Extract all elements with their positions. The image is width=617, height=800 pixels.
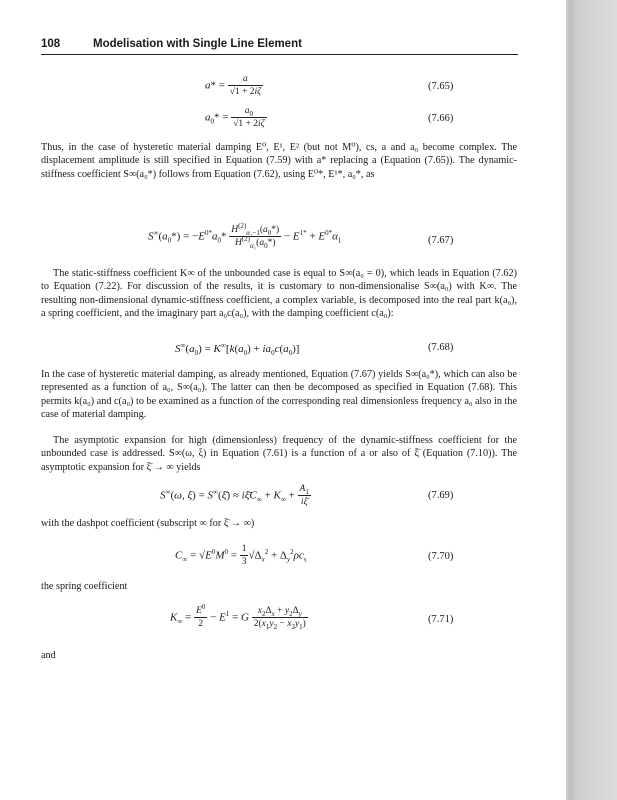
paragraph bbox=[41, 141, 517, 181]
equation-number: (7.70) bbox=[428, 551, 454, 562]
equation-number: (7.65) bbox=[428, 81, 454, 92]
running-header bbox=[41, 38, 541, 50]
paragraph-text: The asymptotic expansion for high (dimensionless) frequency of the dynamic-stiffness coefficient for the unbounded case is addressed. S∞(ω, ξ) in Equation (7.61) is a function of a or also of ξ̄ (Equation (7.10)). The asymptotic expansion for ξ̄ → ∞ yields bbox=[41, 435, 517, 473]
paragraph bbox=[41, 267, 517, 320]
line-text: the spring coefficient bbox=[41, 581, 128, 592]
equation-7-65: a* = $\frac{a}{√1 + 2i\zeta}$ bbox=[205, 74, 262, 97]
page-number: 108 bbox=[41, 38, 61, 50]
equation-7-66: $a_0*$ = $\frac{a_0}{√1 + 2i\zeta}$ bbox=[205, 106, 265, 129]
equation-number: (7.71) bbox=[428, 614, 454, 625]
equation-7-71: $K_\infty$ = $\frac{E^0}{2}$ − $E^1 = G$ $\frac{x_2\Delta_x + y_2\Delta_y}{2(x_1y_2 - x_2y_1)}$ bbox=[170, 602, 306, 631]
line-text: with the dashpot coefficient (subscript ∞ for ξ̄ → ∞) bbox=[41, 518, 255, 529]
paragraph bbox=[41, 368, 517, 421]
equation-number: (7.69) bbox=[428, 490, 454, 501]
header-rule bbox=[41, 54, 518, 55]
line-text: and bbox=[41, 650, 56, 661]
paragraph-text: Thus, in the case of hysteretic material damping E⁰, E¹, E² (but not M⁰), cs, a and a₀ become complex. The displacement amplitude is still specified in Equation (7.59) with a* replacing a (Equation (7.65)). The dynamic-stiffness coefficient S∞(a₀*) follows from Equation (7.62), using E⁰*, E¹*, a₀*, as bbox=[41, 142, 517, 180]
equation-7-68: $S^\infty(a_0) = K^\infty[k(a_0) + ia_0c(a_0)]$ bbox=[175, 341, 300, 358]
equation-7-69: S∞(ω, ξ) = S∞(ξ̄) ≈ $i\xīC_\infty + K_\infty$ + $\frac{A_1}{i\xī}$ bbox=[160, 484, 309, 507]
equation-number: (7.66) bbox=[428, 113, 454, 124]
equation-7-67: $S^\infty(a_0*) = -E^{0*}a_0*$ $\frac{H^{(2)}_{\alpha_1-1}(a_0*)}{H^{(2)}_{\alpha_1}(a_0*)}$ − $E^{1*} + E^{0*}\alpha_1$ bbox=[148, 221, 342, 250]
paragraph-text: The static-stiffness coefficient K∞ of the unbounded case is equal to S∞(a₀ = 0), which leads in Equation (7.62) to Equation (7.22). For discussion of the results, it is customary to non-dimensionalise S∞(a₀) with K∞. The resulting non-dimensional dynamic-stiffness coefficient, a complex variable, is decomposed into the real part k(a₀), a spring coefficient, and the imaginary part a₀c(a₀), with the damping coefficient c(a₀): bbox=[41, 268, 517, 319]
equation-number: (7.67) bbox=[428, 235, 454, 246]
equation-7-70: $C_\infty = √E^0M^0$ = $\frac{1}{3}$ $√\Delta_x^2 + \Delta_y^2\rho c_s$ bbox=[175, 544, 307, 567]
paragraph-text: In the case of hysteretic material damping, as already mentioned, Equation (7.67) yields S∞(a₀*), which can also be represented as a function of a₀, S∞(a₀). The latter can then be decomposed as specified in Equation (7.68). This permits k(a₀) and c(a₀) to be examined as a function of the corresponding real dimensionless frequency a₀ also in the case of material damping. bbox=[41, 369, 517, 420]
equation-number: (7.68) bbox=[428, 342, 454, 353]
page-edge-shadow bbox=[566, 0, 617, 800]
paragraph bbox=[41, 434, 517, 474]
running-title: Modelisation with Single Line Element bbox=[93, 38, 302, 50]
